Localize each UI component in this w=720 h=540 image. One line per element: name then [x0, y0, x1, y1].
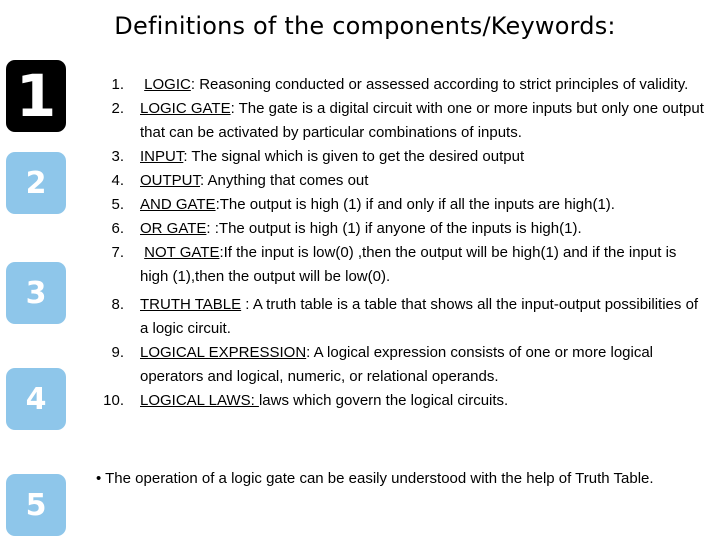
item-definition: : Anything that comes out — [200, 172, 369, 189]
definitions-list — [100, 73, 705, 413]
item-number: 5. — [111, 196, 124, 213]
item-definition: :If the input is low(0) ,then the output will be high(1) and if the input is high (1),then the output will be low(0). — [140, 244, 677, 285]
item-definition: : Reasoning conducted or assessed according to strict principles of validity. — [190, 76, 689, 93]
page-title: Definitions of the components/Keywords: — [114, 12, 616, 40]
item-number: 6. — [111, 220, 124, 237]
list-item — [100, 97, 705, 145]
item-term: LOGIC GATE — [140, 100, 231, 117]
item-definition: : A truth table is a table that shows all the input-output possibilities of a logic circuit. — [140, 296, 699, 337]
step-badge-2: 2 — [6, 152, 66, 214]
item-number: 3. — [111, 148, 124, 165]
item-term: INPUT — [140, 148, 184, 165]
item-term: LOGICAL LAWS: — [140, 392, 259, 409]
item-term: LOGIC — [144, 76, 191, 93]
list-item — [100, 341, 705, 389]
item-number: 8. — [111, 296, 124, 313]
item-number: 4. — [111, 172, 124, 189]
item-term: OUTPUT — [140, 172, 200, 189]
item-term: LOGICAL EXPRESSION — [140, 344, 307, 361]
item-term: TRUTH TABLE — [140, 296, 242, 313]
step-badge-5: 5 — [6, 474, 66, 536]
item-definition: : A logical expression consists of one or more logical operators and logical, numeric, or relational operands. — [140, 344, 654, 385]
step-badge-3: 3 — [6, 262, 66, 324]
list-item — [100, 169, 705, 193]
item-definition: laws which govern the logical circuits. — [258, 392, 509, 409]
item-number: 10. — [103, 392, 124, 409]
list-item — [100, 389, 705, 413]
item-definition: : The signal which is given to get the desired output — [183, 148, 525, 165]
list-item — [100, 217, 705, 241]
item-number: 9. — [111, 344, 124, 361]
item-definition: : The gate is a digital circuit with one or more inputs but only one output that can be activated by particular combinations of inputs. — [140, 100, 704, 141]
item-term: NOT GATE — [144, 244, 220, 261]
item-definition: : :The output is high (1) if anyone of the inputs is high(1). — [206, 220, 582, 237]
step-badge-1: 1 — [6, 60, 66, 132]
item-number: 1. — [111, 76, 124, 93]
item-number: 7. — [111, 244, 124, 261]
list-item — [100, 293, 705, 341]
list-item — [100, 145, 705, 169]
step-badge-4: 4 — [6, 368, 66, 430]
list-item — [100, 241, 705, 289]
item-number: 2. — [111, 100, 124, 117]
footnote: • The operation of a logic gate can be easily understood with the help of Truth Table. — [96, 470, 654, 487]
item-term: OR GATE — [140, 220, 207, 237]
item-term: AND GATE — [140, 196, 216, 213]
item-definition: :The output is high (1) if and only if all the inputs are high(1). — [215, 196, 615, 213]
list-item — [100, 193, 705, 217]
list-item — [100, 73, 705, 97]
